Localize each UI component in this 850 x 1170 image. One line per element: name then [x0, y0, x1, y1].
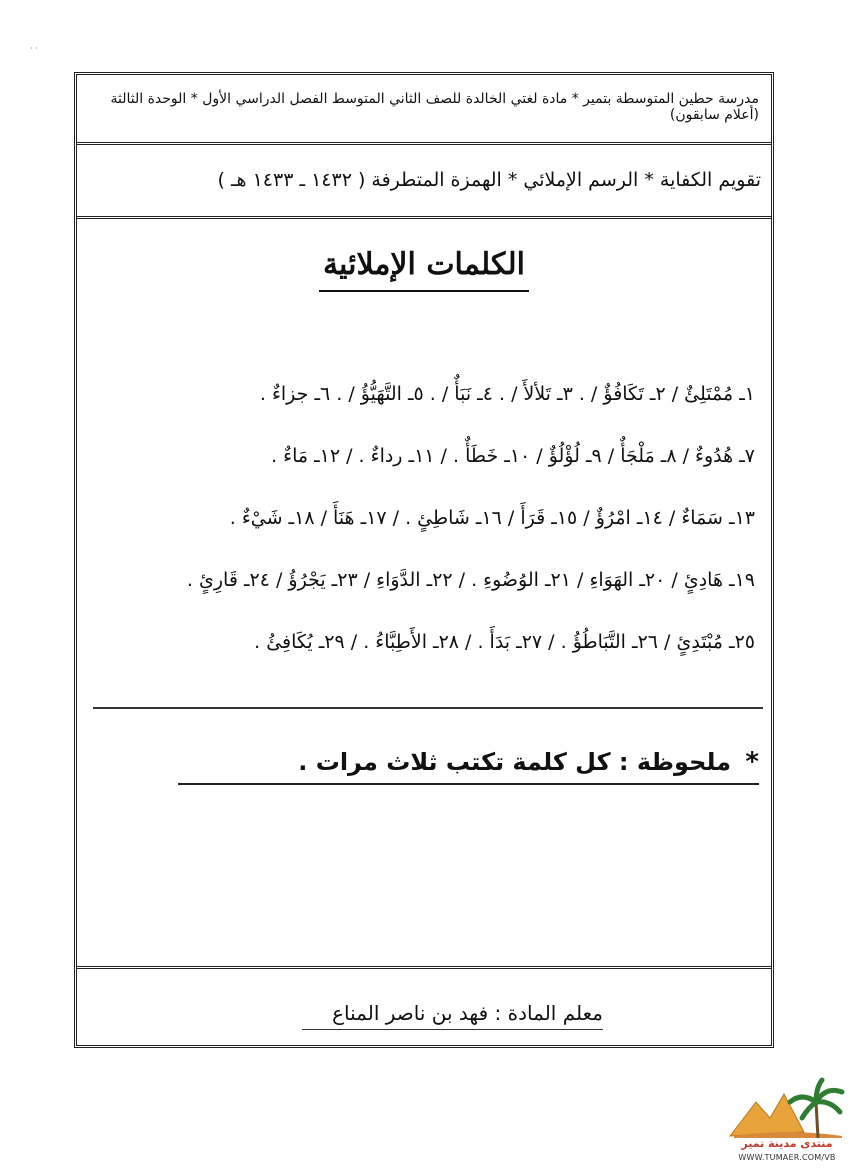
main-section [77, 219, 771, 969]
school-header-text: مدرسة حطين المتوسطة بتمير * مادة لغتي الخالدة للصف الثاني المتوسط الفصل الدراسي الأول * الوحدة الثالثة (أعلام سابقون) [110, 91, 759, 123]
scan-speck: · · [30, 44, 38, 53]
note [178, 747, 759, 785]
worksheet-frame [74, 72, 774, 1048]
assessment-header [77, 145, 771, 219]
logo-text: منتدى مدينة تمير [741, 1137, 833, 1150]
footer-section [77, 969, 771, 1045]
word-line: ٧ـ هُدُوءٌ / ٨ـ مَلْجَأٌ / ٩ـ لُؤْلُؤٌ / ١٠ـ خَطَأٌ . / ١١ـ رداءٌ . / ١٢ـ مَاءٌ . [271, 445, 755, 467]
school-header [77, 75, 771, 145]
page-title-text: الكلمات الإملائية [319, 247, 529, 292]
logo-url: WWW.TUMAER.COM/VB [738, 1153, 836, 1162]
word-line: ١٩ـ هَادِئٍ / ٢٠ـ الهَوَاءِ / ٢١ـ الوُضُوءِ . / ٢٢ـ الدَّوَاءِ / ٢٣ـ يَجْرُؤُ / ٢٤ـ قَارِئٍ . [186, 569, 755, 591]
word-line: ١٣ـ سَمَاءٌ / ١٤ـ امْرُؤٌ / ١٥ـ قَرَأَ / ١٦ـ شَاطِئٍ . / ١٧ـ هَنَأَ / ١٨ـ شَيْءٌ . [229, 507, 755, 529]
word-line: ٢٥ـ مُبْتَدِئٍ / ٢٦ـ التَّبَاطُؤُ . / ٢٧ـ بَدَأَ . / ٢٨ـ الأَطِبَّاءُ . / ٢٩ـ يُكَافِئُ . [254, 631, 755, 653]
assessment-header-text: تقويم الكفاية * الرسم الإملائي * الهمزة المتطرفة ( ١٤٣٢ ـ ١٤٣٣ هـ ) [217, 169, 761, 191]
section-divider [93, 707, 763, 709]
word-line: ١ـ مُمْتَلِئٌ / ٢ـ تَكَافُؤٌ / . ٣ـ تَلألأَ / . ٤ـ نَبَأٌ / . ٥ـ التَّهَيُّؤُ / . ٦ـ جزاءٌ . [259, 383, 755, 405]
page-title [77, 247, 771, 282]
word-list [99, 379, 755, 689]
teacher-name: معلم المادة : فهد بن ناصر المناع [302, 1001, 603, 1030]
note-text: ملحوظة : كل كلمة تكتب ثلاث مرات . [298, 748, 732, 776]
star-icon: * [745, 747, 759, 777]
